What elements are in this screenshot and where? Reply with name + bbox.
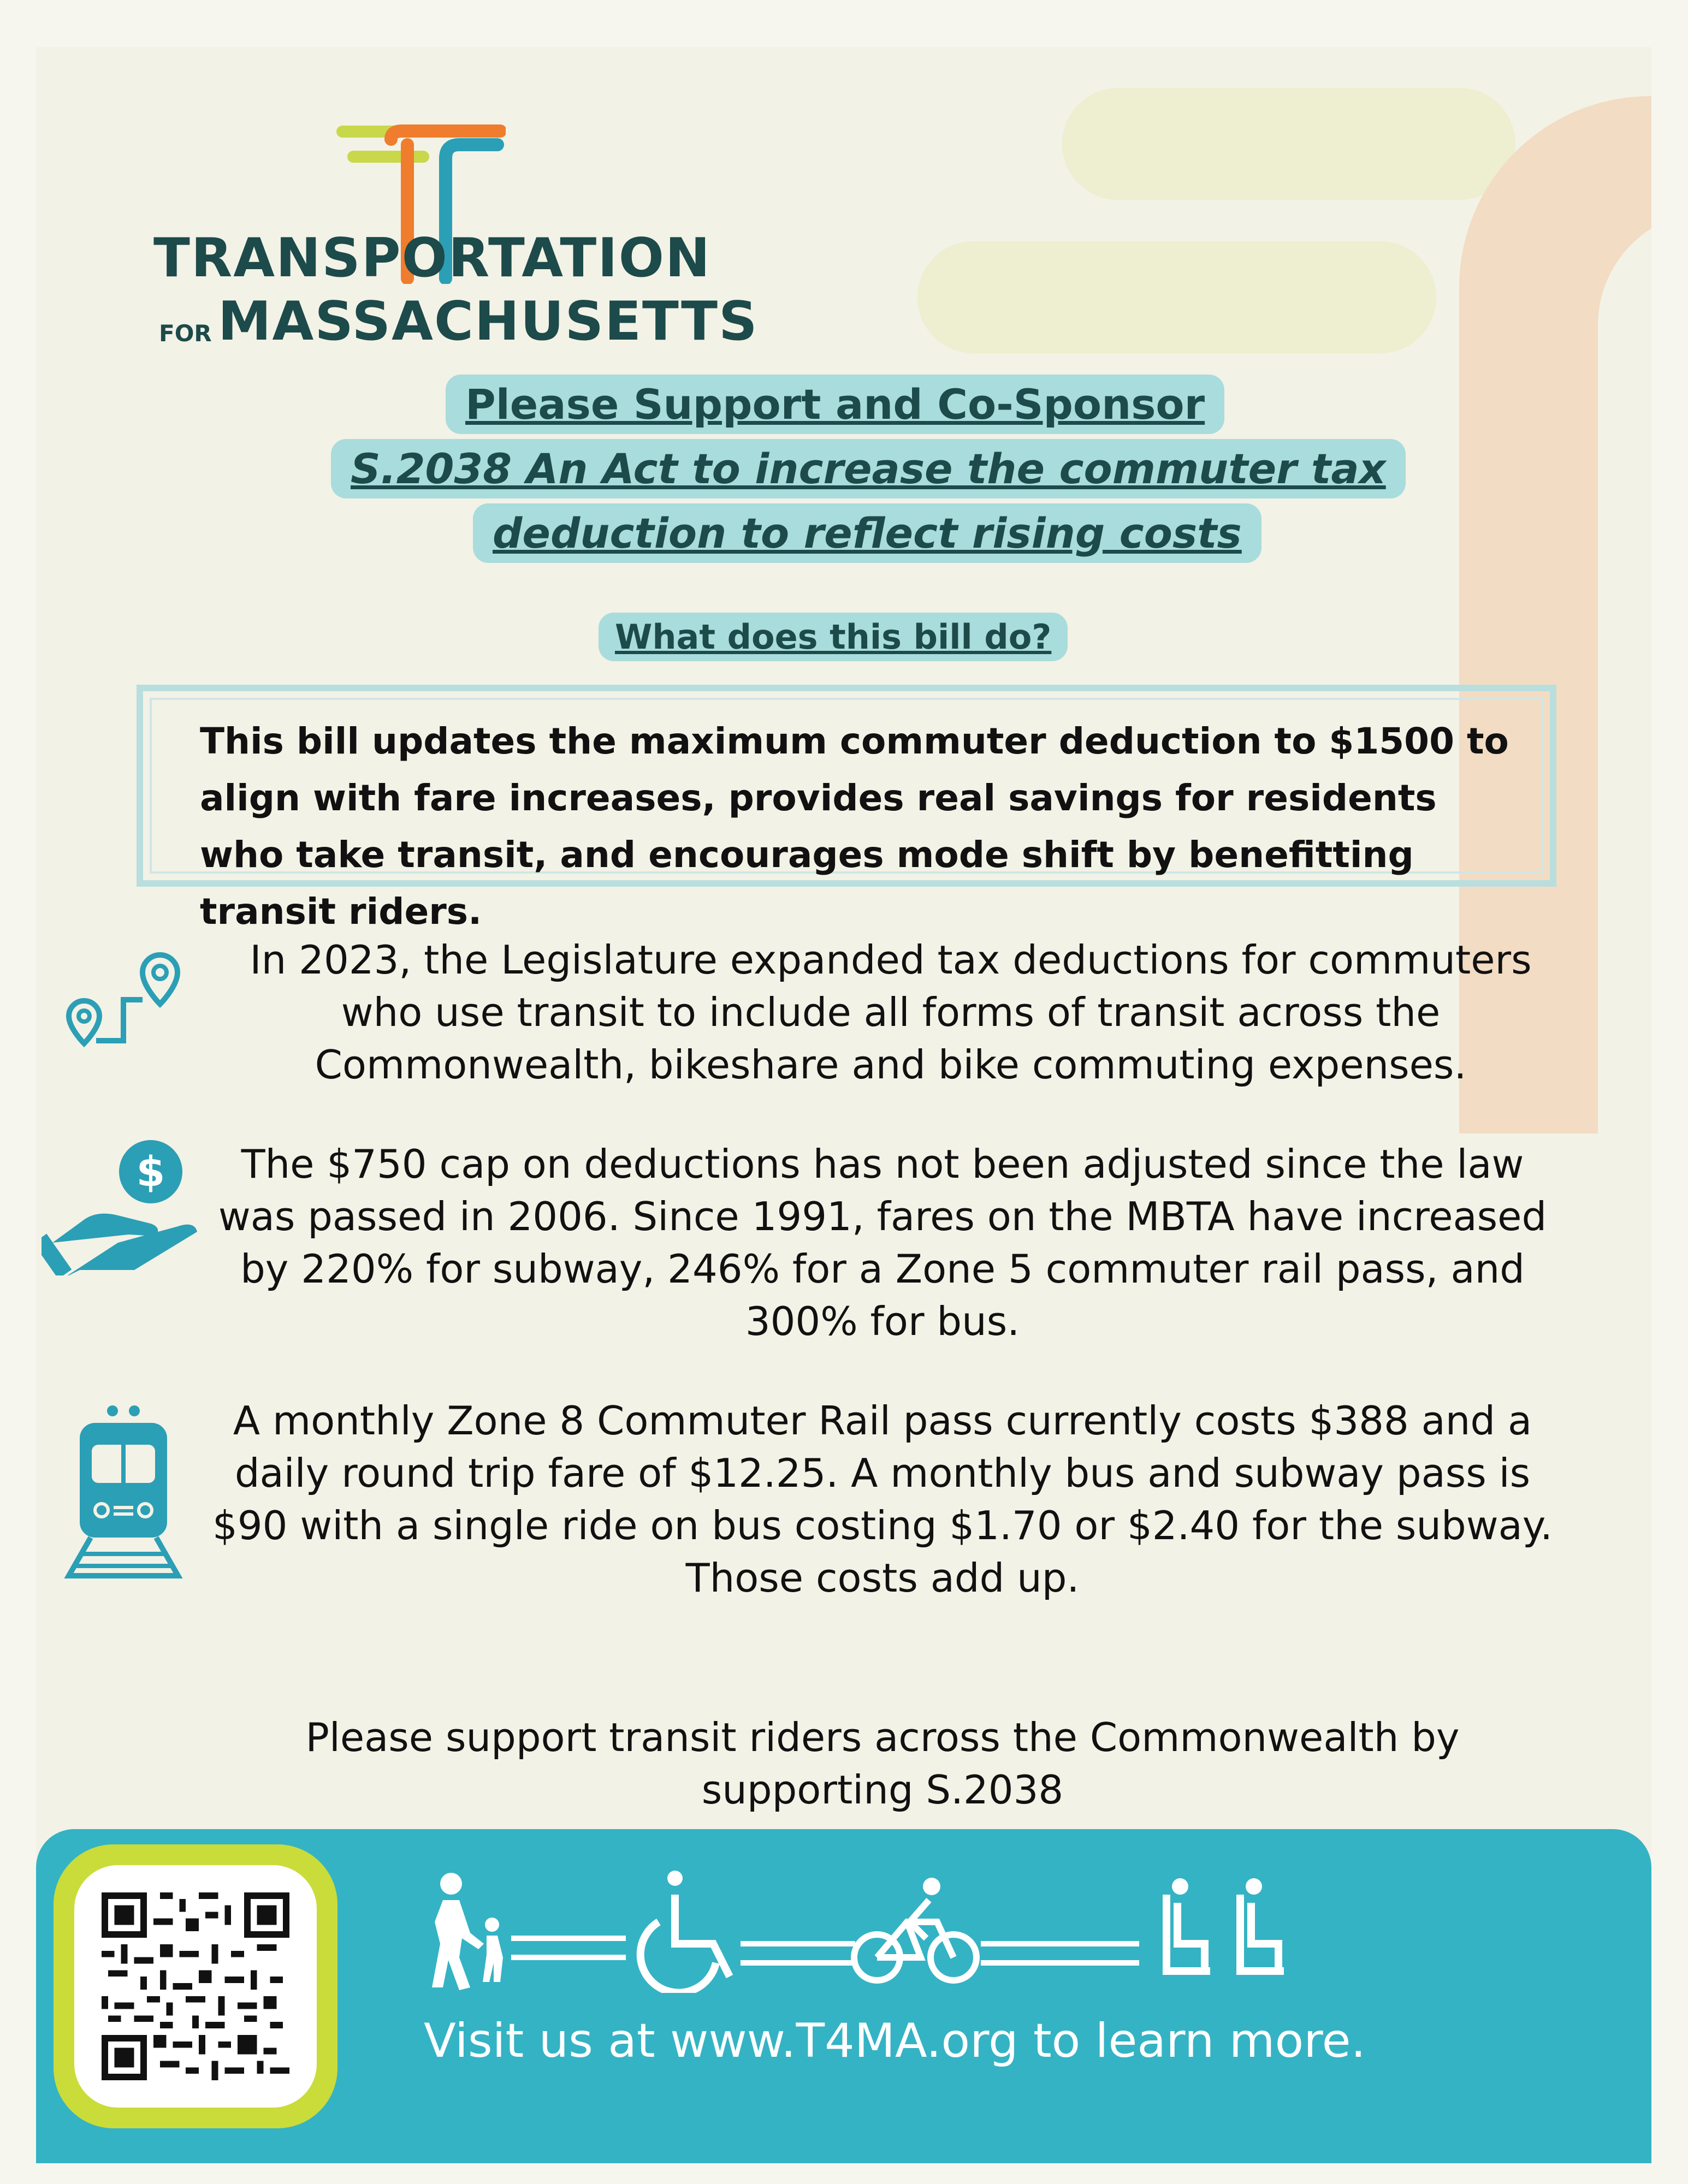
train-icon [63, 1401, 183, 1581]
question-heading: What does this bill do? [599, 613, 1068, 661]
qr-code-background [74, 1865, 317, 2108]
svg-text:$: $ [136, 1147, 165, 1196]
logo-text-massachusetts: MASSACHUSETTS [218, 290, 759, 353]
flyer-page [36, 47, 1651, 2163]
logo-text-for: FOR [159, 320, 212, 347]
pedestrian-icon [432, 1873, 503, 1990]
qr-code-icon[interactable] [102, 1892, 289, 2080]
website-link[interactable]: Visit us at www.T4MA.org to learn more. [424, 2014, 1366, 2068]
title-line-2: S.2038 An Act to increase the commuter tax [331, 439, 1406, 498]
decorative-pill [917, 241, 1436, 353]
bicycle-icon [854, 1878, 976, 1980]
money-hand-icon [42, 1133, 205, 1275]
footer-band [36, 1829, 1651, 2163]
point-text-legislature: In 2023, the Legislature expanded tax deductions for commuters who use transit to include all forms of transit across the Commonwealth, bikeshare and bike commuting expenses. [250, 937, 1532, 1088]
transit-modes-strip [418, 1862, 1434, 1993]
summary-text: This bill updates the maximum commuter deduction to $1500 to align with fare increases, provides real savings for residents who take transit, and encourages mode shift by benefitting transit riders. [200, 720, 1509, 933]
decorative-arc-gap [1598, 211, 1651, 1139]
route-pin-icon [42, 934, 183, 1060]
decorative-pill [1062, 88, 1515, 200]
point-text-cap: The $750 cap on deductions has not been adjusted since the law was passed in 2006. Since 1991, fares on the MBTA have increased by 220% for subway, 246% for a Zone 5 commuter rail pass, and 300% for bus. [218, 1141, 1547, 1344]
seated-riders-icon [1166, 1878, 1284, 1971]
point-text-fares: A monthly Zone 8 Commuter Rail pass currently costs $388 and a daily round trip fare of $12.25. A monthly bus and subway pass is $90 with a single ride on bus costing $1.70 or $2.40 for the subway. Those costs add up. [212, 1398, 1553, 1601]
title-line-3: deduction to reflect rising costs [473, 503, 1261, 563]
logo-text-transportation: TRANSPORTATION [153, 227, 712, 289]
wheelchair-icon [641, 1871, 730, 1993]
closing-text: Please support transit riders across the Commonwealth by supporting S.2038 [305, 1714, 1460, 1813]
qr-code-frame[interactable] [54, 1844, 337, 2128]
title-line-1: Please Support and Co-Sponsor [446, 375, 1224, 434]
